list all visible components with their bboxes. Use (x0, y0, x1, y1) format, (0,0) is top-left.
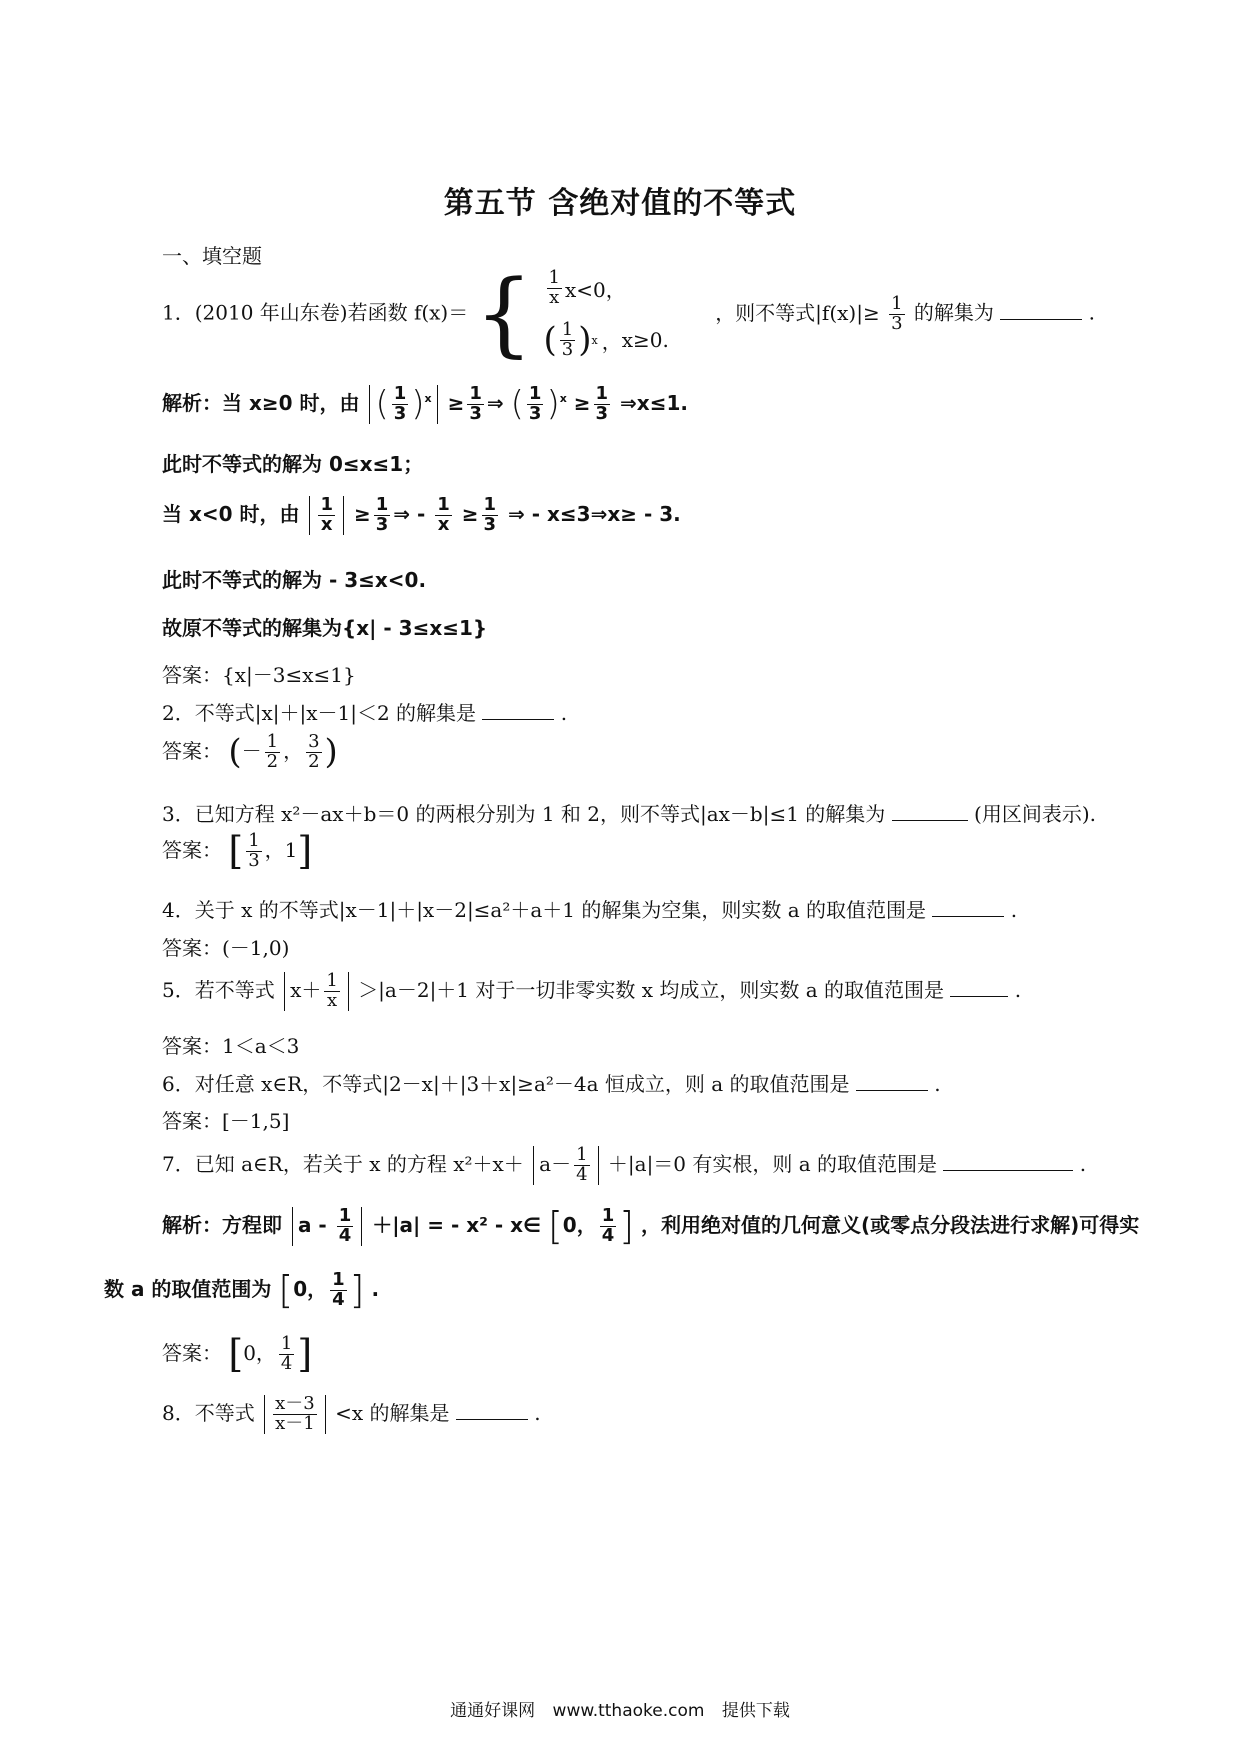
q1-mid: ，则不等式|f(x)|≥ (715, 300, 880, 325)
q1-sol-l1-suffix: ⇒x≤1. (620, 390, 688, 415)
piecewise-function: { $\frac{1}{x}$ x<0， ( $\frac{1}{3}$ ) x ， x≥0. (474, 260, 669, 367)
question-1: 1．(2010 年山东卷)若函数 f(x)＝ { $\frac{1}{x}$ x<0， ( $\frac{1}{3}$ ) x ， x≥0. ，则不等式|f(x)|≥ $\frac{1}{3}$ 的解集为 . (162, 260, 1095, 367)
footer-url[interactable]: www.tthaoke.com (552, 1701, 705, 1721)
q7-sol-l2-end: . (371, 1276, 380, 1301)
q1-solution-line4: 此时不等式的解为 - 3≤x<0. (162, 568, 427, 592)
answer-blank (932, 898, 1004, 917)
answer-blank (456, 1401, 528, 1420)
q2-answer-label: 答案： (162, 738, 222, 763)
answer-blank (943, 1152, 1073, 1171)
question-4 (162, 894, 1017, 923)
q1-prefix: 1．(2010 年山东卷)若函数 f(x)＝ (162, 300, 469, 325)
q5-prefix: 5．若不等式 (162, 977, 275, 1002)
q7-sol-l2-prefix: 数 a 的取值范围为 (104, 1276, 272, 1301)
q1-solution-line3: 当 x<0 时，由 $\frac{1}{x}$ ≥ $\frac{1}{3}$ ⇒ - $\frac{1}{x}$ ≥ $\frac{1}{3}$ ⇒ - x≤3⇒x≥ - 3. (162, 494, 681, 535)
footer-site-name: 通通好课网 (450, 1701, 536, 1721)
q7-sol-prefix: 解析：方程即 (162, 1212, 282, 1237)
answer-blank (1000, 301, 1082, 320)
q7-answer: 答案： [0， $\frac{1}{4}$ ] (162, 1332, 313, 1377)
q5-answer: 答案：1＜a＜3 (162, 1034, 300, 1058)
q4-answer: 答案：(－1,0) (162, 936, 290, 960)
question-2 (162, 697, 567, 726)
answer-blank (856, 1072, 928, 1091)
q7-end: . (1079, 1151, 1087, 1176)
q1-sol-l3-suffix: ⇒ - x≤3⇒x≥ - 3. (508, 501, 681, 526)
q8-end: . (534, 1400, 541, 1425)
q1-solution-line1: 解析：当 x≥0 时，由 ( $\frac{1}{3}$ )$^x$ ≥ $\frac{1}{3}$ ⇒ ( $\frac{1}{3}$ )$^x$ ≥ $\frac{1}{3}$ ⇒x≤1. (162, 383, 688, 425)
q1-end: . (1088, 300, 1095, 325)
q7-solution-line1: 解析：方程即 a - $\frac{1}{4}$ ＋|a| = - x² - x∈ [0， $\frac{1}{4}$ ] ，利用绝对值的几何意义(或零点分段法进行求解)可得实 (162, 1204, 1140, 1249)
page-footer (0, 1696, 1240, 1721)
q7-sol-suffix: ，利用绝对值的几何意义(或零点分段法进行求解)可得实 (641, 1212, 1140, 1237)
q1-case2: x≥0. (621, 328, 669, 352)
q4-end: . (1010, 898, 1018, 922)
q4-text: 4．关于 x 的不等式|x－1|＋|x－2|≤a²＋a＋1 的解集为空集，则实数 a 的取值范围是 (162, 898, 927, 922)
q1-suffix: 的解集为 (913, 300, 994, 325)
q1-sol-l1-prefix: 解析：当 x≥0 时，由 (162, 390, 360, 415)
q6-text: 6．对任意 x∈R，不等式|2－x|＋|3＋x|≥a²－4a 恒成立，则 a 的取值范围是 (162, 1072, 850, 1096)
q3-answer-label: 答案： (162, 837, 222, 862)
q3-text: 3．已知方程 x²－ax＋b＝0 的两根分别为 1 和 2，则不等式|ax－b|≤1 的解集为 (162, 802, 886, 826)
q2-answer: 答案： (－ $\frac{1}{2}$ ， $\frac{3}{2}$ ) (162, 731, 338, 773)
q7-solution-line2: 数 a 的取值范围为 [0， $\frac{1}{4}$ ] . (104, 1268, 380, 1313)
q7-sol-mid: ＋|a| = - x² - x∈ (372, 1212, 541, 1237)
q1-sol-l3-prefix: 当 x<0 时，由 (162, 501, 300, 526)
q1-solution-line2: 此时不等式的解为 0≤x≤1； (162, 452, 424, 476)
q7-prefix: 7．已知 a∈R，若关于 x 的方程 x²＋x＋ (162, 1151, 524, 1176)
section-heading: 一、填空题 (162, 244, 262, 268)
question-5: 5．若不等式 x＋ $\frac{1}{x}$ ＞|a－2|＋1 对于一切非零实数 x 均成立，则实数 a 的取值范围是 . (162, 970, 1022, 1011)
q5-end: . (1014, 977, 1022, 1002)
q2-end: . (560, 701, 568, 725)
q5-suffix: ＞|a－2|＋1 对于一切非零实数 x 均成立，则实数 a 的取值范围是 (358, 977, 945, 1002)
answer-blank (482, 701, 554, 720)
q3-answer: 答案： [ $\frac{1}{3}$ ，1] (162, 829, 313, 874)
q1-case1: x<0， (564, 277, 626, 302)
q2-text: 2．不等式|x|＋|x－1|＜2 的解集是 (162, 701, 477, 725)
q7-answer-label: 答案： (162, 1340, 222, 1365)
question-6 (162, 1068, 941, 1097)
q3-end: (用区间表示). (974, 802, 1096, 826)
q1-solution-line5: 故原不等式的解集为{x| - 3≤x≤1} (162, 616, 488, 640)
footer-download-text: 提供下载 (721, 1701, 790, 1721)
question-7: 7．已知 a∈R，若关于 x 的方程 x²＋x＋ a－ $\frac{1}{4}$ ＋|a|＝0 有实根，则 a 的取值范围是 . (162, 1144, 1087, 1185)
question-8: 8．不等式 $\frac{x-3}{x-1}$ <x 的解集是 . (162, 1393, 541, 1434)
q8-prefix: 8．不等式 (162, 1400, 255, 1425)
answer-blank (892, 802, 968, 821)
q6-end: . (934, 1072, 941, 1096)
answer-blank (950, 978, 1008, 997)
q8-suffix: <x 的解集是 (335, 1400, 450, 1425)
question-3 (162, 798, 1096, 827)
q1-answer: 答案：{x|－3≤x≤1} (162, 663, 356, 687)
page-title: 第五节 含绝对值的不等式 (443, 186, 797, 221)
q6-answer: 答案：[－1,5] (162, 1109, 290, 1133)
q7-suffix: ＋|a|＝0 有实根，则 a 的取值范围是 (607, 1151, 938, 1176)
